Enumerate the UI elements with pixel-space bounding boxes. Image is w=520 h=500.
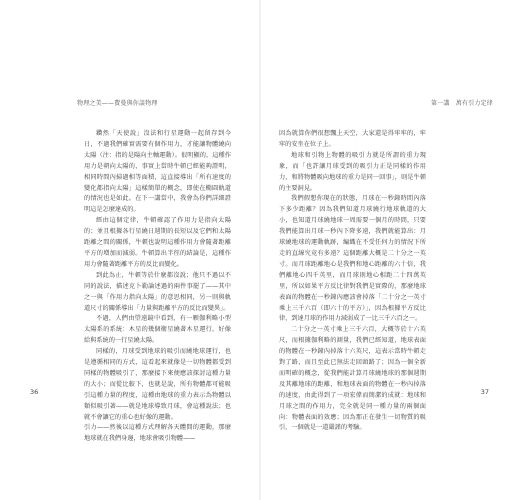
left-paragraph-4: 不過，人們由望遠鏡中看到，有一顆伽利略小型太陽系的系統：木星的幾個衛星繞著木星運行，好像給與系統的一行星繞太陽。 — [84, 315, 231, 345]
right-paragraph-3: 我們假想你現在的狀態，月球在一秒鐘時間內落下多少距離？因為我們知道月球繞行地球軌道的大小，也知道月球繞地球一周需要一個月的時間，只要我們能算出月球一秒內下降多遠，我們就能算出：月球繞地球的運動軌跡，編織在不受任何力的情況下所走的直線究竟有多遠？這個距離大概是二十分之一英寸。而月球距離地心是我們和地心距離的六十倍，我們離地心四千英里，而月球則地心相距二十四萬英里，所以如果平方反比律對我們是實際的，那麼地球表面的物體在一秒鐘內應該會掉落「二十分之一英寸乘上三千六百（即六十的平方）」，因為根據平方反比律，到達月球的作用力減弱成了一比三千六百之一。 — [279, 195, 426, 323]
running-head-left: 物理之美——費曼與你談物理 — [77, 100, 158, 107]
left-paragraph-2: 經由這個定律，牛頓確認了作用力是指向太陽的；並且根據各行星繞日週期的長短以及它們和太陽距離之間的關係，牛頓也說明這種作用力會隨著距離平方的增加而減弱。牛頓算出半徑的結論是，這種作用力會隨著距離平方的反比而變化。 — [84, 217, 231, 268]
left-paragraph-1: 鑽然「天使說」沒法和行星運動一起留存到今日，不過我們確實需要有個作用力，才能讓物體繞向太陽（注：指的是陽向主軸運動）。很明顯的，這種作用力是朝向太陽的，事實上當時牛頓已經能夠證明，相同時間內掃過相等面積，這直接導出「所有速度的變化都指向太陽」這樣簡單的概念，即使在橢圓軌道的情況也是如此。在下一講當中，我會為你們詳細證明這是怎麼達成的。 — [84, 130, 231, 214]
right-paragraph-1: 因為就算你們很想飄上天空，大家還是得牢牢的，牢牢的安坐在位子上。 — [279, 130, 426, 148]
page-number-right: 37 — [480, 388, 489, 396]
right-paragraph-2: 地球和引物上物體的吸引力就是所謂的重力現象，而「也許讓月球受到的吸引力正是同樣的作用力，和將物體吸向地球的重力是同一回事」，則是牛頓的主要洞見。 — [279, 151, 426, 192]
right-body-text — [279, 129, 426, 434]
left-body-text — [84, 129, 231, 445]
right-page — [261, 0, 520, 500]
page-number-left: 36 — [30, 388, 39, 396]
left-paragraph-6: 引力——然後以這種方式理解各天體間的運動，那麼地球就在我們身邊，地球會吸引物體—— — [84, 424, 231, 443]
left-page — [0, 0, 259, 500]
left-paragraph-5: 同樣的，月球受到地球的吸引而繞地球運行，也是遵循相同的方式，這看起來就像是一切物體都受到同樣的物體吸引了，那麼接下來便應該探討這種力量的大小；而從比較下，也就是說，所有物體都可能吸引這種力量的程度，這種由地球的重力表示為物體以類似吸引著——就是地球導致月球，會這種說法；也就不會讓它的重心也好像的運動。 — [84, 348, 231, 421]
left-paragraph-3: 到此為止，牛頓等於什麼都沒說；他只不過以不同的說法，描述克卜勒論述過的兩件事罷了——其中之一與「作用力指向太陽」的意思相同，另一則與軌道尺寸的關係導出「力量與距離平方的反比而變異」。 — [84, 271, 231, 312]
running-head-right: 第一講 萬有引力定律 — [430, 100, 493, 107]
right-paragraph-4: 二十分之一英寸乘上三千六百，大概等於十六英尺，而根據伽利略的測量，我們已經知道，地球表面的物體在一秒鐘內掉落十六英尺，這表示當時牛頓走對了路，而且至此已無法走回頭路了；因為一個全新而明確的概念，從我們能計算月球繞地球的那個週期及其離地球的距離，和地球表面的物體在一秒內掉落的速度，由此得到了一項宏偉而簡潔的成就：地球和月球之間的作用力，完全就是同一種力量的兩個面向：物體表面的效應；因為那正在發生一切物質的吸引，一個就是一道嚴謹的考驗。 — [279, 326, 426, 432]
